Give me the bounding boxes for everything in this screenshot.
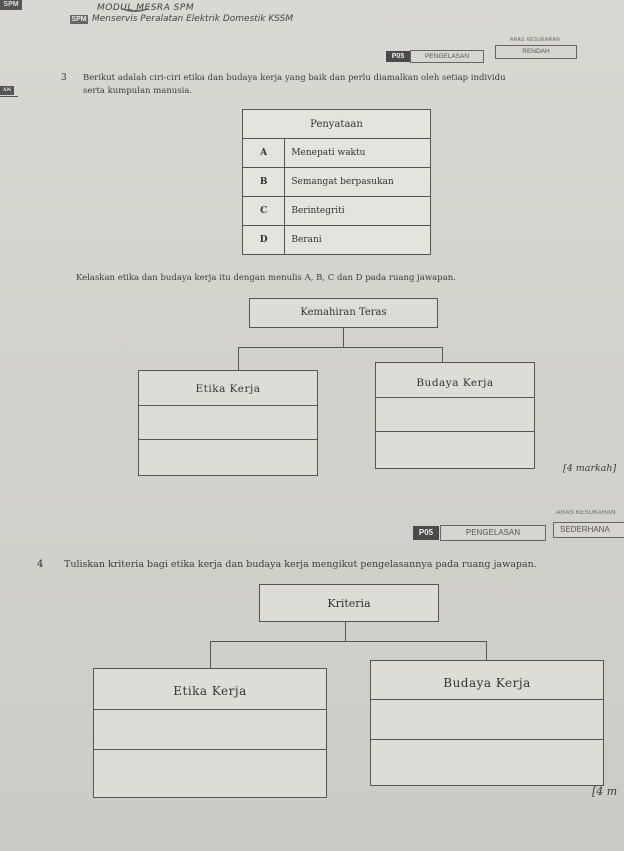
- module-subtitle: Menservis Peralatan Elektrik Domestik KSSM: [92, 14, 294, 24]
- q3-budaya-kerja-answer-1[interactable]: [376, 397, 532, 429]
- row-value: Berani: [285, 226, 431, 255]
- row-key: C: [243, 197, 285, 226]
- q4-pengelasan-box: PENGELASAN: [440, 525, 546, 541]
- q3-connector-vertical: [343, 327, 344, 347]
- q3-etika-kerja-answer-1[interactable]: [139, 405, 315, 437]
- q4-marks: [4 m: [592, 785, 618, 798]
- table-row: [243, 139, 431, 168]
- q4-budaya-kerja-label: Budaya Kerja: [443, 676, 531, 690]
- q4-etika-kerja-label: Etika Kerja: [173, 684, 247, 698]
- q3-text-line1: Berikut adalah ciri-ciri etika dan budaya kerja yang baik dan perlu diamalkan oleh setiap individu: [83, 73, 506, 83]
- q3-instruction: Kelaskan etika dan budaya kerja itu dengan menulis A, B, C dan D pada ruang jawapan.: [76, 273, 456, 283]
- table-row: [243, 197, 431, 226]
- q4-aras-value-box: SEDERHANA: [553, 522, 624, 538]
- q3-aras-label: ARAS KESUKARAN: [509, 37, 561, 43]
- q3-tag-p05: P05: [386, 51, 410, 62]
- row-key: B: [243, 168, 285, 197]
- q4-root-label: Kriteria: [327, 597, 371, 610]
- q4-tag-p05: P05: [413, 526, 439, 540]
- q3-connector-right: [442, 347, 443, 362]
- q3-root-label: Kemahiran Teras: [300, 307, 387, 318]
- q4-connector-left: [210, 641, 211, 668]
- row-value: Menepati waktu: [285, 139, 431, 168]
- q3-budaya-kerja-answer-2[interactable]: [376, 431, 532, 465]
- margin-tab: AN: [0, 86, 14, 95]
- q3-etika-kerja-answer-2[interactable]: [139, 439, 315, 473]
- q4-budaya-kerja-answer-2[interactable]: [371, 739, 601, 783]
- q3-connector-horizontal: [238, 347, 443, 348]
- table-row: [243, 226, 431, 255]
- q4-connector-right: [486, 641, 487, 660]
- q3-root-box: [249, 298, 438, 328]
- q4-connector-vertical: [345, 621, 346, 641]
- module-title: MODUL MESRA SPM: [97, 3, 195, 13]
- q4-number: 4: [37, 559, 44, 570]
- row-key: D: [243, 226, 285, 255]
- q3-budaya-kerja-label: Budaya Kerja: [416, 377, 494, 389]
- q3-aras-value-box: RENDAH: [495, 45, 577, 59]
- q4-text: Tuliskan kriteria bagi etika kerja dan budaya kerja mengikut pengelasannya pada ruang jawapan.: [64, 559, 537, 570]
- q3-pengelasan-box: PENGELASAN: [410, 50, 484, 63]
- spm-badge: SPM: [71, 16, 87, 23]
- q4-etika-kerja-answer-2[interactable]: [94, 749, 324, 795]
- q3-marks: [4 markah]: [563, 463, 617, 474]
- row-value: Semangat berpasukan: [285, 168, 431, 197]
- q4-aras-label: ARAS KESUKARAN: [556, 510, 616, 516]
- table-row: [243, 168, 431, 197]
- q3-etika-kerja-label: Etika Kerja: [195, 383, 261, 395]
- statement-table: [242, 109, 431, 255]
- q4-connector-horizontal: [210, 641, 487, 642]
- q3-text-line2: serta kumpulan manusia.: [83, 86, 193, 96]
- spm-logo: SPM: [0, 0, 22, 10]
- row-key: A: [243, 139, 285, 168]
- q3-connector-left: [238, 347, 239, 370]
- q4-root-box: [259, 584, 439, 622]
- margin-line: [0, 96, 18, 97]
- q3-number: 3: [61, 73, 67, 83]
- row-value: Berintegriti: [285, 197, 431, 226]
- q4-budaya-kerja-answer-1[interactable]: [371, 699, 601, 737]
- table-header: Penyataan: [243, 110, 431, 139]
- q4-etika-kerja-answer-1[interactable]: [94, 709, 324, 747]
